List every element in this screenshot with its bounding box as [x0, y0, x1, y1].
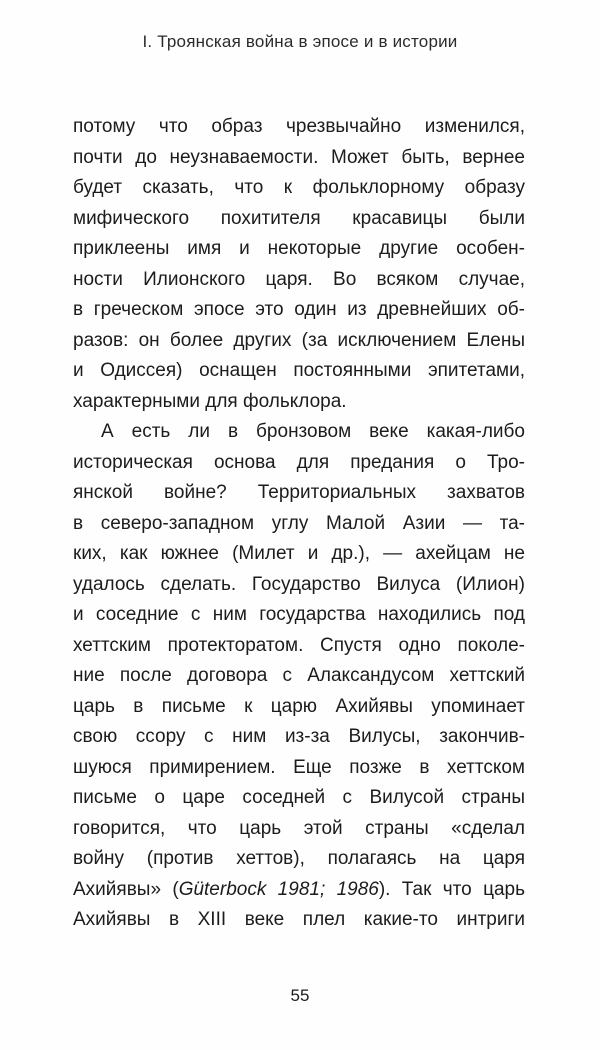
- text-line: царь в письме к царю Ахийявы упоминает: [73, 695, 525, 717]
- text-line: приклеены имя и некоторые другие особен-: [73, 238, 525, 259]
- text-line: хеттским протекторатом. Спустя одно поколе-: [73, 634, 525, 656]
- citation-italic: Güterbock 1981; 1986: [178, 878, 379, 900]
- text-line: ких, как южнее (Милет и др.), — ахейцам не: [73, 543, 525, 564]
- text-line: шуюся примирением. Еще позже в хеттском: [73, 756, 525, 778]
- text-line: мифического похитителя красавицы были: [73, 207, 525, 229]
- text-line-with-citation: [73, 875, 525, 906]
- text-line: свою ссору с ним из-за Вилусы, закончив-: [73, 726, 525, 747]
- text-line: говорится, что царь этой страны «сделал: [73, 817, 525, 839]
- text-line: ние после договора с Алаксандусом хеттский: [73, 665, 525, 686]
- page-number: 55: [290, 986, 310, 1005]
- text-line-paragraph-start: А есть ли в бронзовом веке какая-либо: [101, 421, 525, 442]
- text-line: и соседние с ним государства находились под: [73, 604, 525, 625]
- text-line: войну (против хеттов), полагаясь на царя: [73, 848, 525, 869]
- text-line: в северо-западном углу Малой Азии — та-: [73, 512, 525, 534]
- running-header: I. Троянская война в эпосе и в истории: [142, 32, 458, 51]
- text-line: и Одиссея) оснащен постоянными эпитетами,: [73, 360, 525, 381]
- text-line-paragraph-end: характерными для фольклора.: [73, 390, 347, 412]
- text-segment: Ахийявы» (: [73, 878, 179, 900]
- text-line: разов: он более других (за исключением Елены: [73, 329, 525, 351]
- text-line: Ахийявы в XIII веке плел какие-то интриги: [73, 909, 525, 930]
- text-line: письме о царе соседней с Вилусой страны: [73, 787, 525, 808]
- text-line: потому что образ чрезвычайно изменился,: [73, 116, 525, 137]
- text-line: почти до неузнаваемости. Может быть, вернее: [73, 146, 525, 168]
- text-line: удалось сделать. Государство Вилуса (Илион): [73, 573, 525, 595]
- text-line: ности Илионского царя. Во всяком случае,: [73, 268, 525, 290]
- text-line: янской войне? Территориальных захватов: [73, 482, 525, 503]
- text-line: в греческом эпосе это один из древнейших об-: [73, 299, 525, 320]
- body-text: [73, 112, 525, 936]
- text-segment: ). Так что царь: [378, 878, 525, 900]
- text-line: историческая основа для предания о Тро-: [73, 451, 525, 473]
- text-line: будет сказать, что к фольклорному образу: [73, 177, 525, 198]
